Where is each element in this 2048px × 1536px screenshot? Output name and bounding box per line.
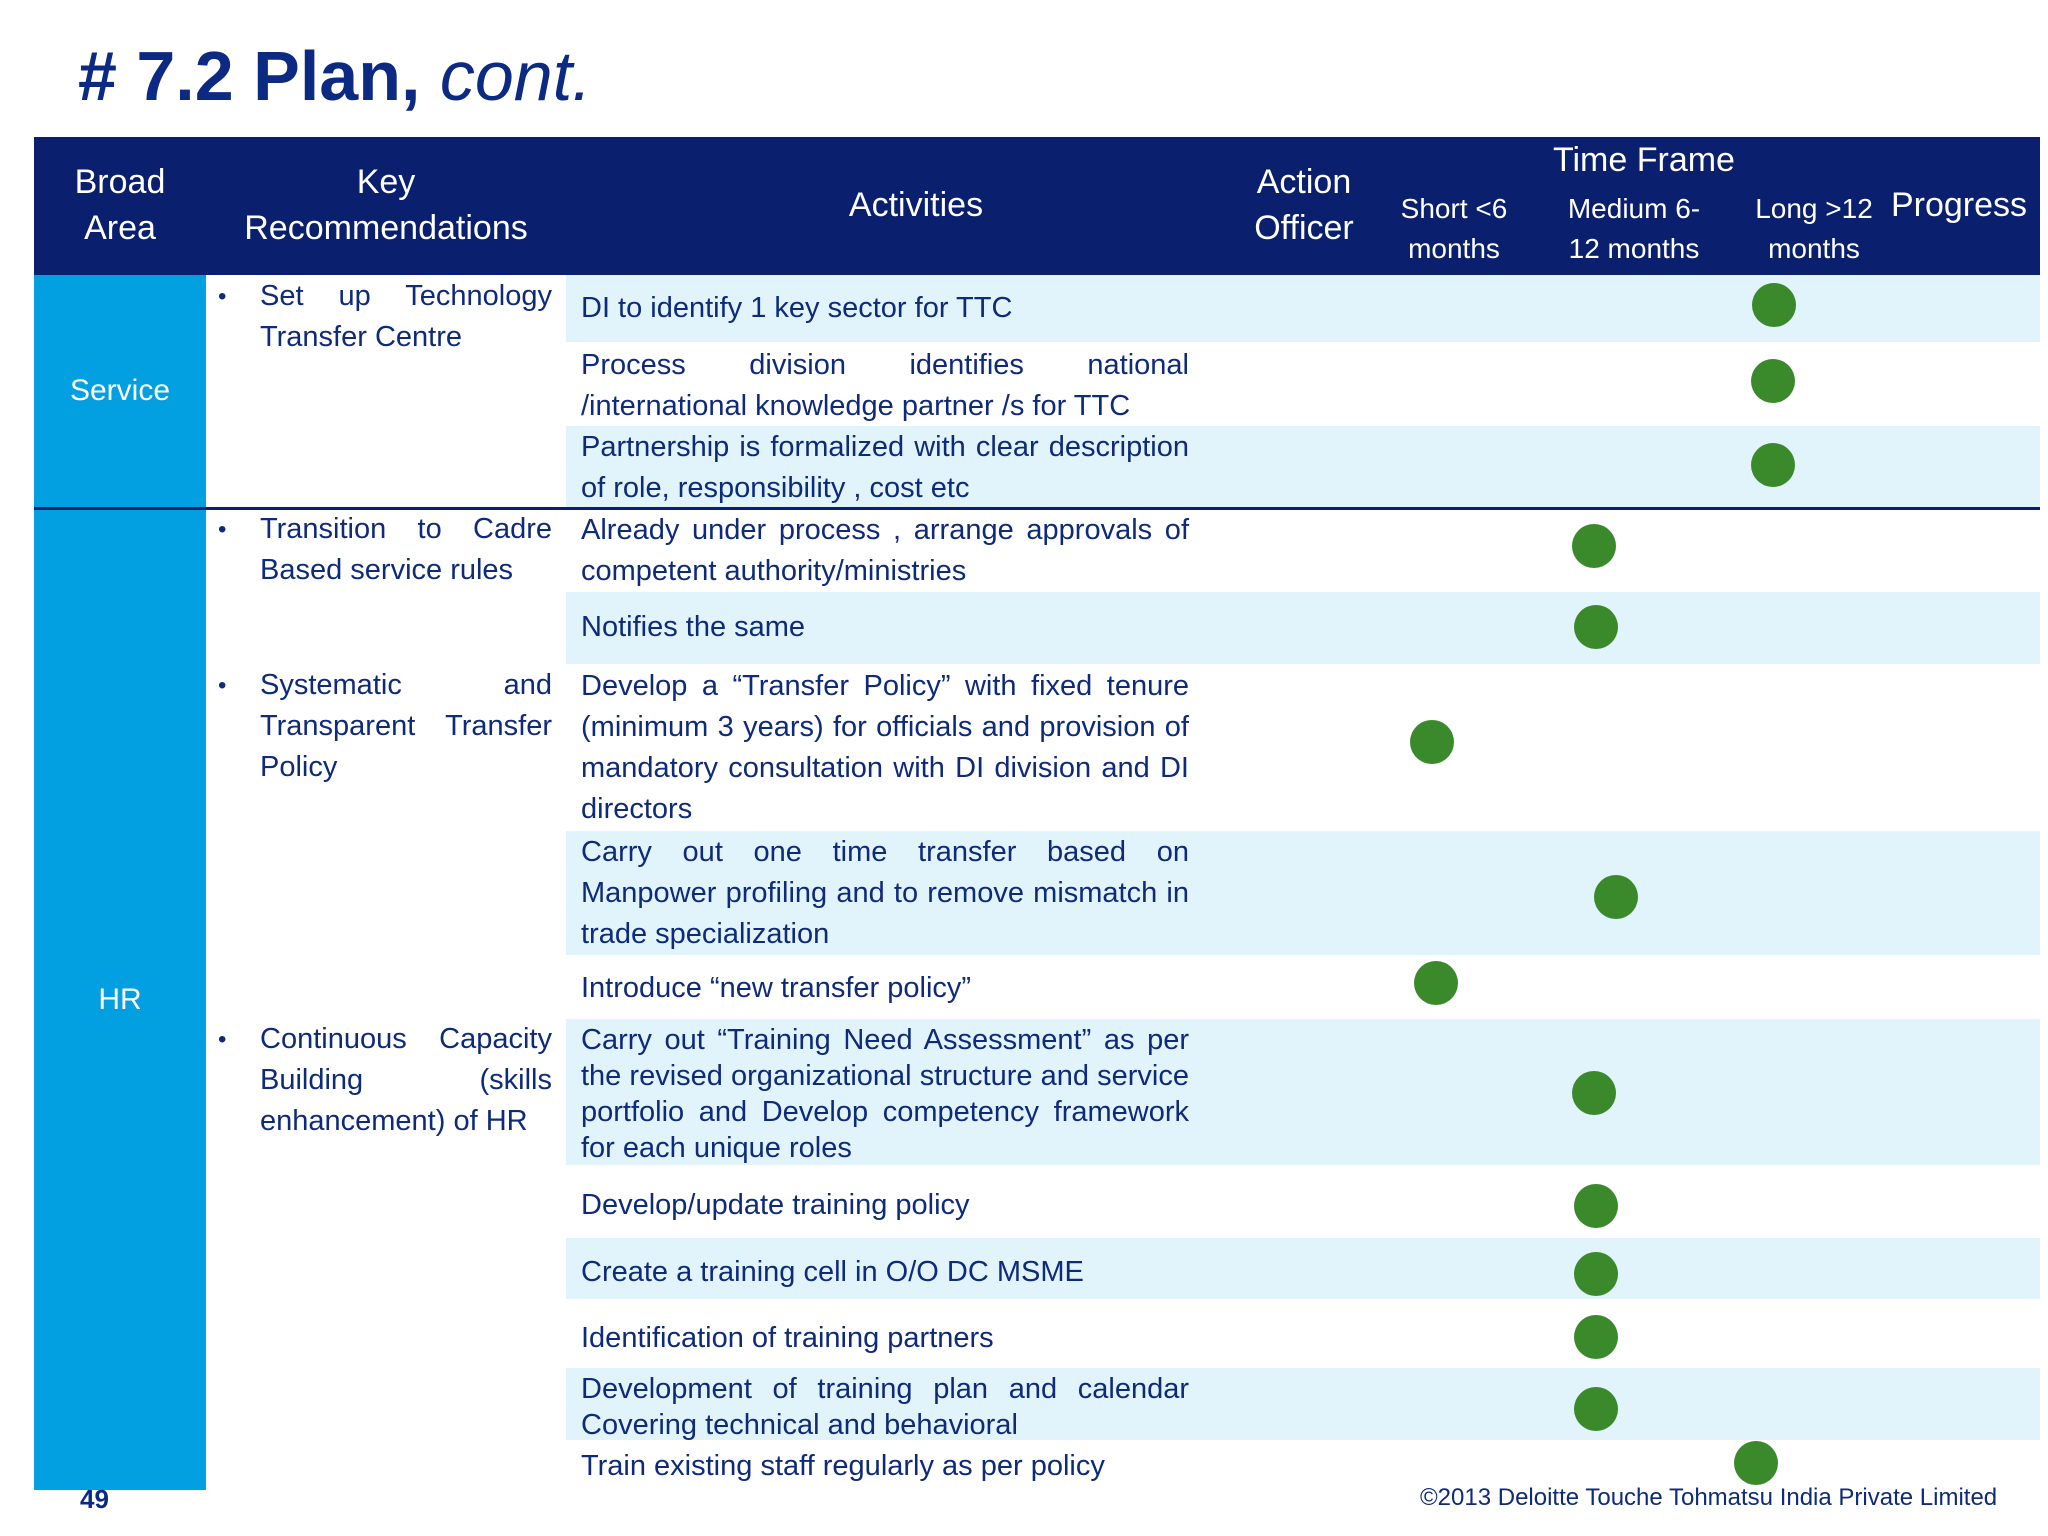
recommendation-1	[218, 276, 552, 358]
activity-7: Carry out one time transfer based on Manpower profiling and to remove mismatch in trade specialization	[581, 836, 1189, 950]
header-time-frame: Time Frame	[1553, 141, 1735, 179]
timeframe-dot-13	[1574, 1387, 1618, 1431]
header-action-officer-line1: Action	[1256, 163, 1352, 201]
header-long-line1: Long >12	[1755, 193, 1873, 224]
activity-12: Identification of training partners	[581, 1322, 994, 1354]
bullet-icon: •	[218, 516, 227, 543]
recommendation-text: Set up Technology Transfer Centre	[260, 280, 552, 353]
recommendation-2	[218, 509, 552, 591]
copyright: ©2013 Deloitte Touche Tohmatsu India Private Limited	[1420, 1484, 1998, 1511]
header-key-recommendations	[206, 159, 566, 251]
timeframe-dot-12	[1574, 1315, 1618, 1359]
header-key-rec-line2: Recommendations	[244, 209, 528, 247]
timeframe-dot-14	[1734, 1441, 1778, 1485]
timeframe-dot-8	[1414, 961, 1458, 1005]
recommendation-text: Transition to Cadre Based service rules	[260, 513, 552, 586]
title-main: # 7.2 Plan,	[78, 37, 440, 115]
page-number: 49	[80, 1484, 109, 1514]
recommendation-3	[218, 665, 552, 788]
header-key-rec-line1: Key	[356, 163, 416, 201]
activity-3: Partnership is formalized with clear description of role, responsibility , cost etc	[581, 431, 1189, 504]
recommendation-text: Continuous Capacity Building (skills enhancement) of HR	[260, 1023, 552, 1137]
recommendation-4	[218, 1019, 552, 1142]
timeframe-dot-2	[1751, 359, 1795, 403]
activity-2: Process division identifies national /international knowledge partner /s for TTC	[581, 349, 1189, 422]
timeframe-dot-3	[1751, 443, 1795, 487]
activity-8: Introduce “new transfer policy”	[581, 972, 972, 1004]
timeframe-dot-1	[1752, 283, 1796, 327]
timeframe-dot-11	[1574, 1252, 1618, 1296]
bullet-icon: •	[218, 1026, 227, 1053]
header-broad-area-line2: Area	[84, 209, 156, 247]
recommendation-text: Systematic and Transparent Transfer Policy	[260, 669, 552, 783]
timeframe-dot-10	[1574, 1184, 1618, 1228]
timeframe-dot-6	[1410, 720, 1454, 764]
header-medium	[1534, 189, 1734, 269]
table-header	[34, 137, 2040, 275]
activity-14: Train existing staff regularly as per policy	[581, 1450, 1105, 1482]
activity-13: Development of training plan and calendar Covering technical and behavioral	[581, 1373, 1189, 1441]
header-short-line2: months	[1408, 233, 1500, 264]
activity-6: Develop a “Transfer Policy” with fixed tenure (minimum 3 years) for officials and provision of mandatory consultation with DI division and DI directors	[581, 670, 1189, 825]
activity-11: Create a training cell in O/O DC MSME	[581, 1256, 1084, 1288]
area-service: Service	[34, 275, 206, 507]
header-short	[1364, 189, 1544, 269]
activity-1: DI to identify 1 key sector for TTC	[581, 292, 1013, 324]
header-broad-area	[34, 159, 206, 251]
header-long-line2: months	[1768, 233, 1860, 264]
bullet-icon: •	[218, 283, 227, 310]
title-italic: cont.	[439, 37, 592, 115]
timeframe-dot-7	[1594, 875, 1638, 919]
header-broad-area-line1: Broad	[74, 163, 166, 201]
header-activities: Activities	[848, 186, 984, 224]
activity-5: Notifies the same	[581, 611, 806, 643]
bullet-icon: •	[218, 672, 227, 699]
header-short-line1: Short <6	[1400, 193, 1508, 224]
activity-10: Develop/update training policy	[581, 1189, 970, 1221]
page-title	[78, 36, 592, 116]
header-medium-line1: Medium 6-	[1567, 193, 1701, 224]
header-progress: Progress	[1890, 186, 2028, 224]
activity-9: Carry out “Training Need Assessment” as per the revised organizational structure and service portfolio and Develop competency framework for each unique roles	[581, 1024, 1189, 1164]
header-action-officer-line2: Officer	[1254, 209, 1354, 247]
timeframe-dot-9	[1572, 1071, 1616, 1115]
area-hr: HR	[34, 510, 206, 1490]
header-medium-line2: 12 months	[1568, 233, 1700, 264]
timeframe-dot-5	[1574, 605, 1618, 649]
activity-4: Already under process , arrange approvals of competent authority/ministries	[581, 514, 1189, 587]
timeframe-dot-4	[1572, 524, 1616, 568]
